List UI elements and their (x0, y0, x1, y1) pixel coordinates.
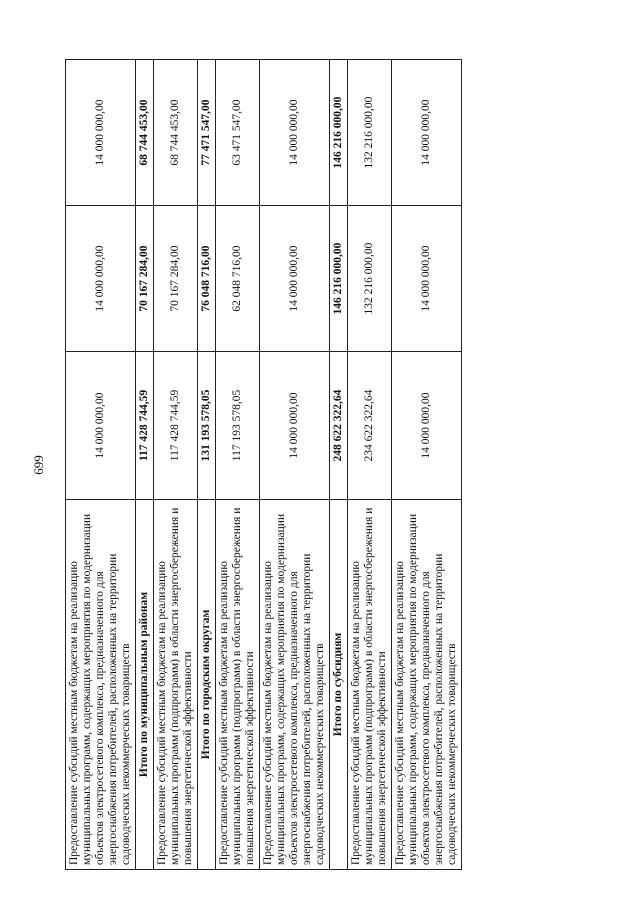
row-description: Предоставление субсидий местным бюджетам на реализацию муниципальных программ (подпрограмм) в области энергосбережения и повышения энергетической эффективности (348, 500, 392, 870)
row-value-2: 76 048 716,00 (198, 206, 216, 352)
row-value-3: 14 000 000,00 (260, 60, 330, 206)
subsidies-table (65, 59, 462, 870)
rotated-page (31, 60, 565, 870)
table-row (392, 60, 462, 870)
row-description: Итого по муниципальным районам (136, 500, 154, 870)
row-value-1: 117 193 578,05 (216, 352, 260, 500)
row-value-2: 132 216 000,00 (348, 206, 392, 352)
row-description: Предоставление субсидий местным бюджетам на реализацию муниципальных программ (подпрограмм) в области энергосбережения и повышения энергетической эффективности (216, 500, 260, 870)
subsidies-table-body (66, 60, 462, 870)
row-value-2: 70 167 284,00 (136, 206, 154, 352)
table-row (66, 60, 136, 870)
row-value-1: 248 622 322,64 (330, 352, 348, 500)
row-value-1: 234 622 322,64 (348, 352, 392, 500)
row-value-2: 62 048 716,00 (216, 206, 260, 352)
row-value-1: 117 428 744,59 (154, 352, 198, 500)
table-row (260, 60, 330, 870)
row-value-3: 68 744 453,00 (154, 60, 198, 206)
row-value-3: 146 216 000,00 (330, 60, 348, 206)
table-total-row (198, 60, 216, 870)
row-value-3: 132 216 000,00 (348, 60, 392, 206)
row-value-1: 14 000 000,00 (260, 352, 330, 500)
row-description: Предоставление субсидий местным бюджетам на реализацию муниципальных программ, содержащих мероприятия по модернизации объектов электросетевого комплекса, предназначенного для энергоснабжения потребителей, расположенных на территории садоводческих некоммерческих товариществ (260, 500, 330, 870)
row-description: Предоставление субсидий местным бюджетам на реализацию муниципальных программ (подпрограмм) в области энергосбережения и повышения энергетической эффективности (154, 500, 198, 870)
row-value-3: 77 471 547,00 (198, 60, 216, 206)
row-value-2: 14 000 000,00 (392, 206, 462, 352)
row-value-2: 14 000 000,00 (260, 206, 330, 352)
page-number: 699 (31, 455, 46, 475)
row-description: Предоставление субсидий местным бюджетам на реализацию муниципальных программ, содержащих мероприятия по модернизации объектов электросетевого комплекса, предназначенного для энергоснабжения потребителей, расположенных на территории садоводческих некоммерческих товариществ (392, 500, 462, 870)
row-description: Итого по субсидиям (330, 500, 348, 870)
row-value-1: 131 193 578,05 (198, 352, 216, 500)
row-description: Предоставление субсидий местным бюджетам на реализацию муниципальных программ, содержащих мероприятия по модернизации объектов электросетевого комплекса, предназначенного для энергоснабжения потребителей, расположенных на территории садоводческих некоммерческих товариществ (66, 500, 136, 870)
table-row (216, 60, 260, 870)
row-value-3: 14 000 000,00 (66, 60, 136, 206)
table-total-row (330, 60, 348, 870)
row-value-3: 14 000 000,00 (392, 60, 462, 206)
row-value-2: 70 167 284,00 (154, 206, 198, 352)
row-value-2: 146 216 000,00 (330, 206, 348, 352)
row-value-3: 63 471 547,00 (216, 60, 260, 206)
row-value-1: 14 000 000,00 (392, 352, 462, 500)
row-description: Итого по городским округам (198, 500, 216, 870)
row-value-1: 117 428 744,59 (136, 352, 154, 500)
table-row (348, 60, 392, 870)
table-row (154, 60, 198, 870)
table-total-row (136, 60, 154, 870)
row-value-1: 14 000 000,00 (66, 352, 136, 500)
row-value-3: 68 744 453,00 (136, 60, 154, 206)
row-value-2: 14 000 000,00 (66, 206, 136, 352)
